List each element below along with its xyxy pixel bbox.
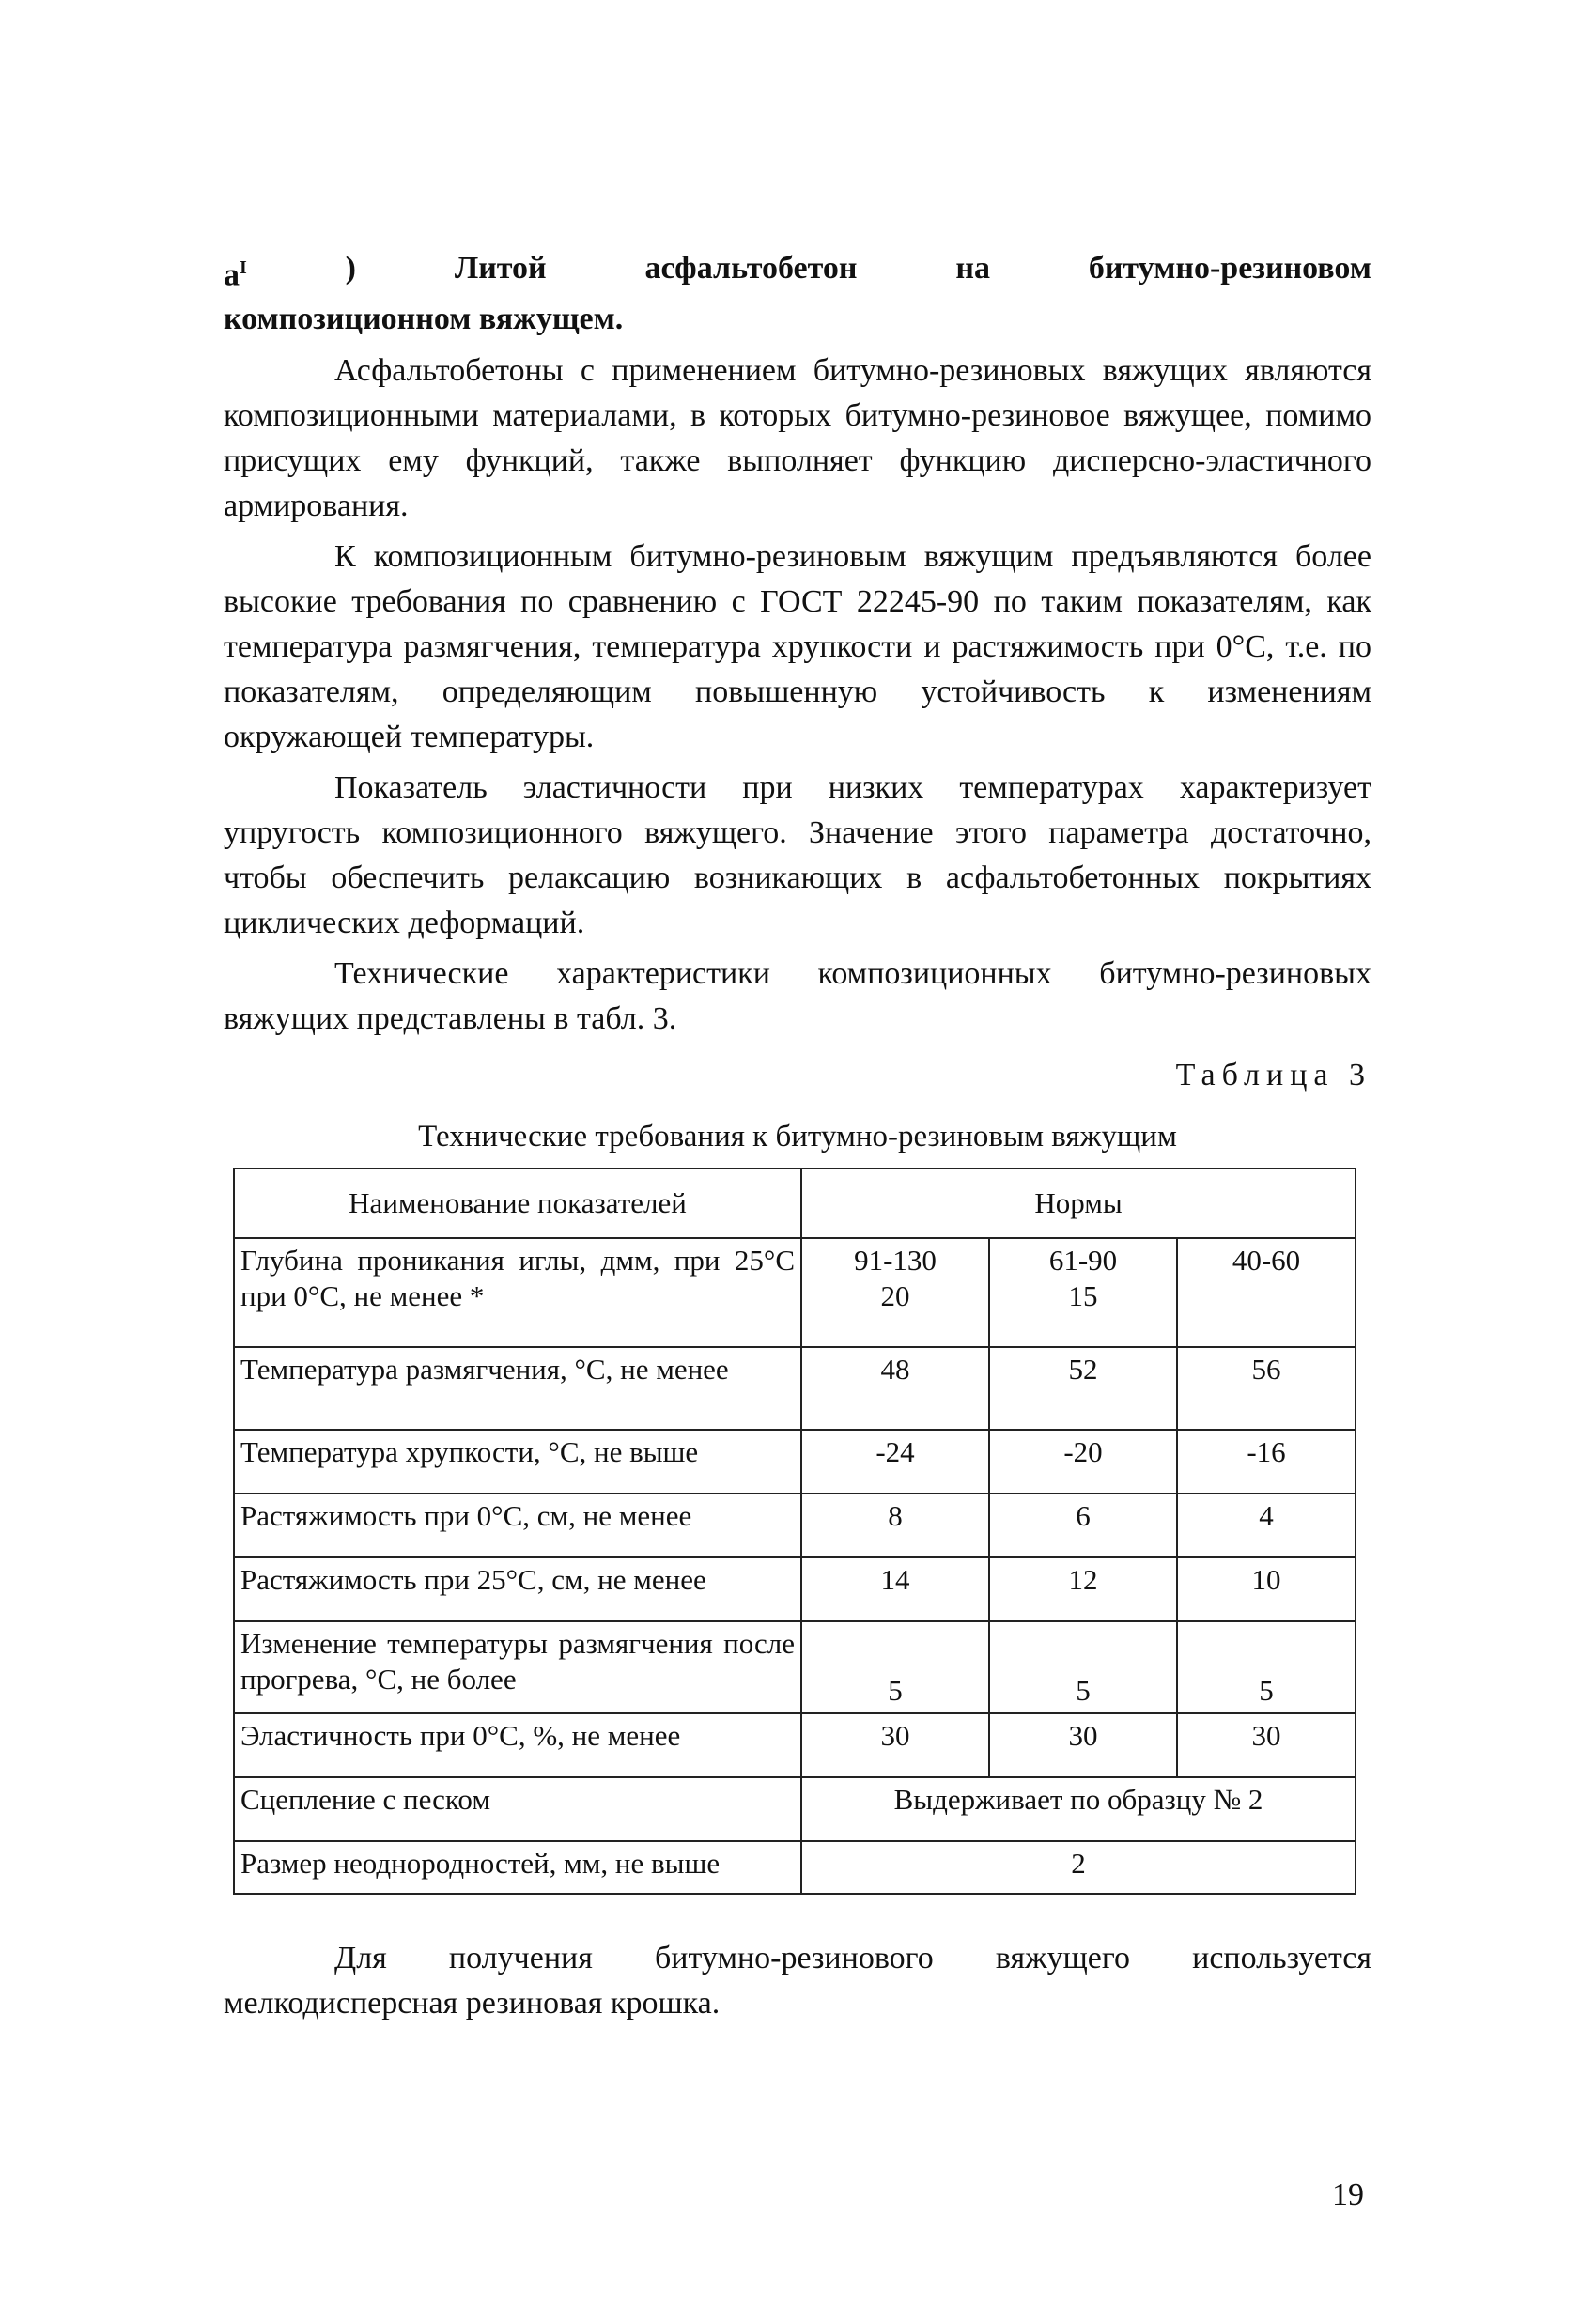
closing-paragraph: Для получения битумно-резинового вяжущего используется мелкодисперсная резиновая крошка. [224,1941,1371,2021]
norm-value-cell: 61-90 15 [989,1238,1177,1347]
table-row [234,1494,1356,1557]
norm-value-cell: 5 [801,1621,989,1713]
indicator-name-cell: Растяжимость при 0°С, см, не менее [234,1494,801,1557]
indicator-name-cell: Сцепление с песком [234,1777,801,1841]
norm-value-cell: 12 [989,1557,1177,1621]
norm-value-cell: 4 [1177,1494,1356,1557]
table-row [234,1777,1356,1841]
paragraph: Показатель эластичности при низких температурах характеризует упругость композиционного вяжущего. Значение этого параметра достаточно, чтобы обеспечить релаксацию возникающих в асфальтобетонных покрытиях циклических деформаций. [224,770,1371,941]
indicator-name-cell: Глубина проникания иглы, дмм, при 25°С при 0°С, не менее * [234,1238,801,1347]
heading-line2: композиционном вяжущем. [224,302,624,337]
table-row [234,1713,1356,1777]
header-norms-cell: Нормы [801,1169,1356,1238]
document-page [224,246,1371,2026]
table-header-row [234,1169,1356,1238]
norm-value-cell: 40-60 [1177,1238,1356,1347]
paragraph: Технические характеристики композиционных битумно-резиновых вяжущих представлены в табл. 3. [224,956,1371,1037]
table-body [234,1238,1356,1894]
norm-merged-cell: 2 [801,1841,1356,1894]
norm-value-cell: -16 [1177,1430,1356,1494]
norm-merged-cell: Выдерживает по образцу № 2 [801,1777,1356,1841]
norm-value-cell: 56 [1177,1347,1356,1430]
paragraph: К композиционным битумно-резиновым вяжущим предъявляются более высокие требования по сравнению с ГОСТ 22245-90 по таким показателям, как температура размягчения, температура хрупкости и растяжимость при 0°С, т.е. по показателям, определяющим повышенную устойчивость к изменениям окружающей температуры. [224,539,1371,755]
norm-value-cell: 10 [1177,1557,1356,1621]
heading-word: асфальтобетон [644,251,858,286]
header-name-cell: Наименование показателей [234,1169,801,1238]
heading-word: ) [345,251,356,286]
section-heading [224,246,1371,341]
table-row [234,1347,1356,1430]
norm-value-cell: 8 [801,1494,989,1557]
indicator-name-cell: Растяжимость при 25°С, см, не менее [234,1557,801,1621]
heading-word: Литой [454,251,547,286]
page-number: 19 [1332,2177,1364,2212]
norm-value-cell: 48 [801,1347,989,1430]
norm-value-cell: -20 [989,1430,1177,1494]
indicator-name-cell: Размер неоднородностей, мм, не выше [234,1841,801,1894]
heading-marker: $a^I$ [224,257,247,293]
norm-value-cell: 52 [989,1347,1177,1430]
table-row [234,1621,1356,1713]
heading-word: битумно-резиновом [1088,251,1371,286]
table-row [234,1430,1356,1494]
norm-value-cell: 14 [801,1557,989,1621]
norm-value-cell: 6 [989,1494,1177,1557]
paragraph: Асфальтобетоны с применением битумно-резиновых вяжущих являются композиционными материалами, в которых битумно-резиновое вяжущее, помимо присущих ему функций, также выполняет функцию дисперсно-эластичного армирования. [224,353,1371,524]
indicator-name-cell: Эластичность при 0°С, %, не менее [234,1713,801,1777]
requirements-table [233,1168,1356,1895]
table-title: Технические требования к битумно-резиновым вяжущим [418,1120,1177,1154]
norm-value-cell: 91-130 20 [801,1238,989,1347]
table-row [234,1557,1356,1621]
norm-value-cell: -24 [801,1430,989,1494]
table-row [234,1841,1356,1894]
heading-word: на [955,251,990,286]
norm-value-cell: 5 [1177,1621,1356,1713]
indicator-name-cell: Температура размягчения, °С, не менее [234,1347,801,1430]
table-row [234,1238,1356,1347]
norm-value-cell: 5 [989,1621,1177,1713]
norm-value-cell: 30 [989,1713,1177,1777]
indicator-name-cell: Изменение температуры размягчения после прогрева, °С, не более [234,1621,801,1713]
table-label: Таблица 3 [1175,1058,1371,1093]
indicator-name-cell: Температура хрупкости, °С, не выше [234,1430,801,1494]
norm-value-cell: 30 [801,1713,989,1777]
norm-value-cell: 30 [1177,1713,1356,1777]
